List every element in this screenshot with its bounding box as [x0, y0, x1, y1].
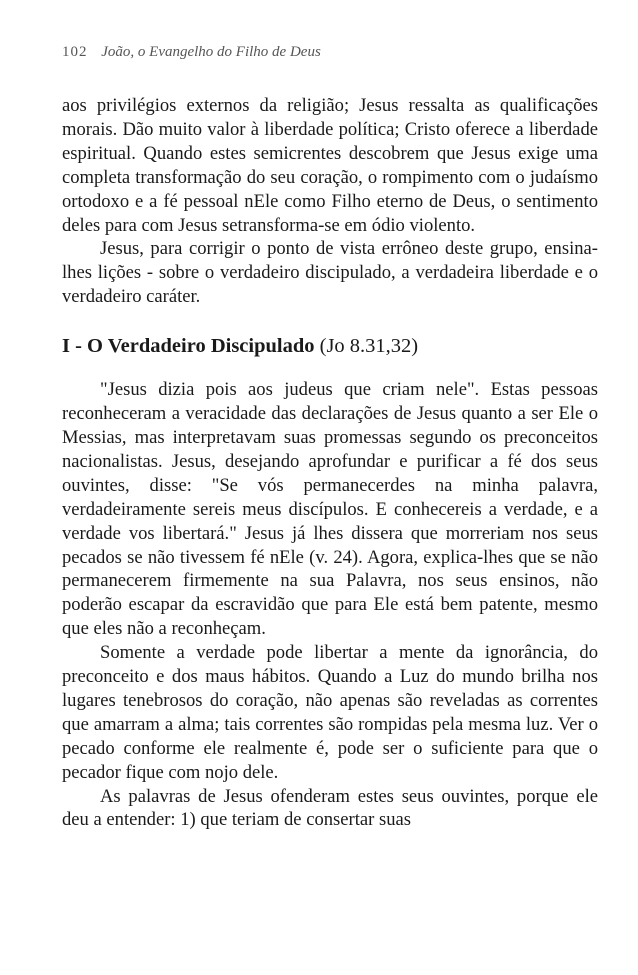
body-text [62, 94, 598, 832]
running-title: João, o Evangelho do Filho de Deus [101, 44, 321, 60]
section-reference: (Jo 8.31,32) [319, 335, 419, 358]
section-title: I - O Verdadeiro Discipulado [62, 335, 315, 358]
paragraph-1: aos privilégios externos da religião; Jesus ressalta as qualificações morais. Dão muito valor à liberdade política; Cristo oferece a liberdade espiritual. Quando estes semicrentes descobrem que Jesus exige uma completa transformação do seu coração, o rompimento com o judaísmo ortodoxo e a fé pessoal nEle como Filho eterno de Deus, o sentimento deles para com Jesus setransforma-se em ódio violento. [62, 95, 598, 236]
paragraph-3: "Jesus dizia pois aos judeus que criam nele". Estas pessoas reconheceram a veracidade das declarações de Jesus quanto a ser Ele o Messias, mas interpretavam suas promessas segundo os preconceitos nacionalistas. Jesus, desejando aprofundar e purificar a fé dos seus ouvintes, disse: "Se vós permanecerdes na minha palavra, verdadeiramente sereis meus discípulos. E conhecereis a verdade, e a verdade vos libertará." Jesus já lhes dissera que morreriam nos seus pecados se não tivessem fé nEle (v. 24). Agora, explica-lhes que se não permanecerem firmemente na sua Palavra, nos seus ensinos, não poderão escapar da escravidão que para Ele está bem patente, mesmo que eles não a reconheçam. [62, 379, 598, 640]
paragraph-2: Jesus, para corrigir o ponto de vista errôneo deste grupo, ensina-lhes lições - sobre o verdadeiro discipulado, a verdadeira liberdade e o verdadeiro caráter. [62, 238, 598, 308]
paragraph-5: As palavras de Jesus ofenderam estes seus ouvintes, porque ele deu a entender: 1) que teriam de consertar suas [62, 785, 598, 831]
running-header [62, 44, 321, 61]
paragraph-4: Somente a verdade pode libertar a mente da ignorância, do preconceito e dos maus hábitos. Quando a Luz do mundo brilha nos lugares tenebrosos do coração, não apenas são reveladas as correntes que amarram a alma; tais correntes são rompidas pela mesma luz. Ver o pecado conforme ele realmente é, pode ser o suficiente para que o pecador fique com nojo dele. [62, 642, 598, 783]
section-heading [62, 333, 598, 359]
page-number: 102 [62, 44, 88, 60]
